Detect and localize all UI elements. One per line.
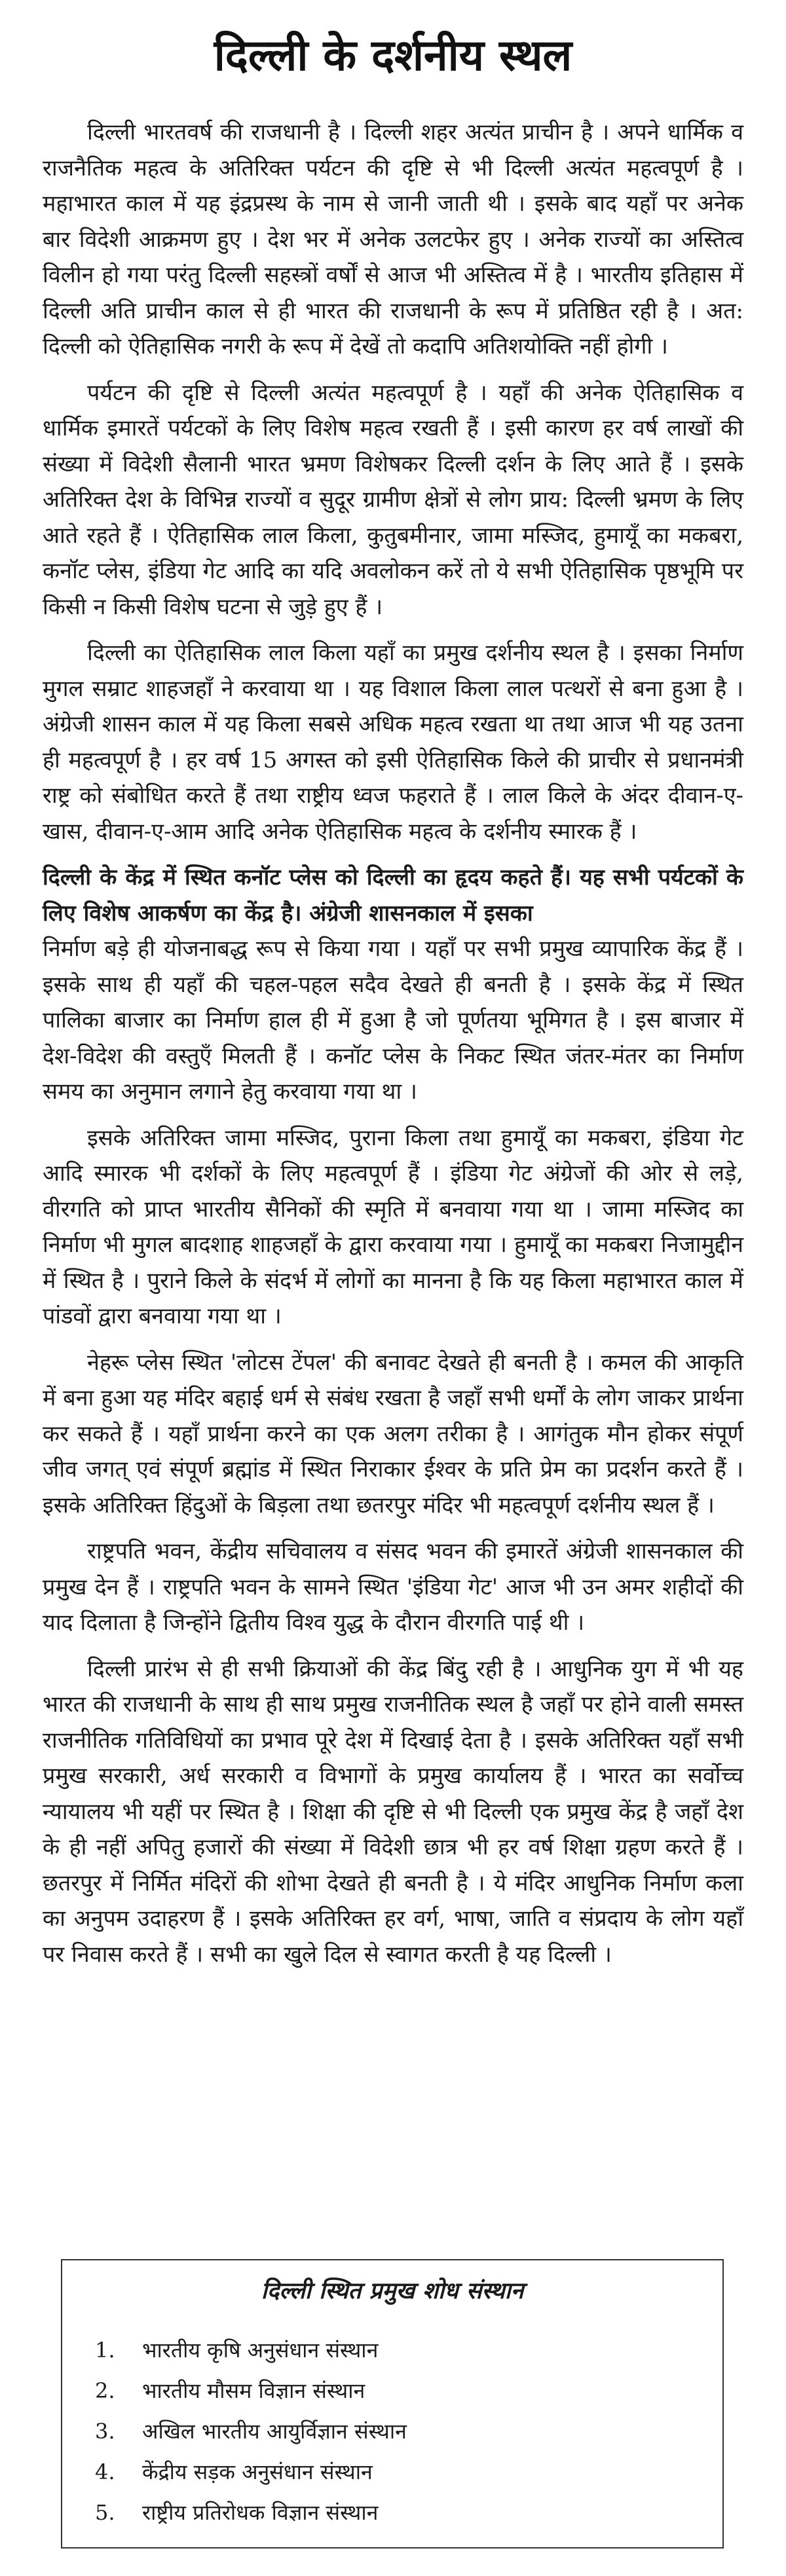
paragraph-monuments: इसके अतिरिक्त जामा मस्जिद, पुराना किला तथा हुमायूँ का मकबरा, इंडिया गेट आदि स्मारक भी दर्शकों के लिए महत्वपूर्ण हैं । इंडिया गेट अंग्रेजों की ओर से लड़े, वीरगति को प्राप्त भारतीय सैनिकों की स्मृति में बनवाया गया था । जामा मस्जिद का निर्माण भी मुगल बादशाह शाहजहाँ के द्वारा करवाया गया । हुमायूँ का मकबरा निजामुद्दीन में स्थित है । पुराने किले के संदर्भ में लोगों का मानना है कि यह किला महाभारत काल में पांडवों द्वारा बनवाया गया था । bbox=[43, 1124, 743, 1329]
research-institutes-box bbox=[61, 2259, 724, 2548]
paragraph-capital-centre: दिल्ली प्रारंभ से ही सभी क्रियाओं की केंद्र बिंदु रही है । आधुनिक युग में भी यह भारत की राजधानी के साथ ही साथ प्रमुख राजनीतिक स्थल है जहाँ पर होने वाली समस्त राजनीतिक गतिविधियों का प्रभाव पूरे देश में दिखाई देता है । इसके अतिरिक्त यहाँ सभी प्रमुख सरकारी, अर्ध सरकारी व विभागों के प्रमुख कार्यालय हैं । भारत का सर्वोच्च न्यायालय भी यहीं पर स्थित है । शिक्षा की दृष्टि से भी दिल्ली एक प्रमुख केंद्र है जहाँ देश के ही नहीं अपितु हजारों की संख्या में विदेशी छात्र भी हर वर्ष शिक्षा ग्रहण करते हैं । छतरपुर में निर्मित मंदिरों की शोभा देखते ही बनती है । ये मंदिर आधुनिक निर्माण कला का अनुपम उदाहरण हैं । इसके अतिरिक्त हर वर्ग, भाषा, जाति व संप्रदाय के लोग यहाँ पर निवास करते हैं । सभी का खुले दिल से स्वागत करती है यह दिल्ली । bbox=[43, 1655, 743, 1968]
list-item-number: 4. bbox=[95, 2459, 115, 2484]
paragraph-connaught-place: निर्माण बड़े ही योजनाबद्ध रूप से किया गया । यहाँ पर सभी प्रमुख व्यापारिक केंद्र हैं । इसके साथ ही यहाँ की चहल-पहल सदैव देखते ही बनती है । इसके केंद्र में स्थित पालिका बाजार का निर्माण हाल ही में हुआ है जो पूर्णतया भूमिगत है । इस बाजार में देश-विदेश की वस्तुएँ मिलती हैं । कनॉट प्लेस के निकट स्थित जंतर-मंतर का निर्माण समय का अनुमान लगाने हेतु करवाया गया था । bbox=[43, 936, 743, 1105]
list-item-text: केंद्रीय सड़क अनुसंधान संस्थान bbox=[142, 2459, 373, 2484]
list-item-number: 1. bbox=[95, 2338, 115, 2363]
list-item-text: भारतीय कृषि अनुसंधान संस्थान bbox=[142, 2338, 379, 2363]
paragraph-red-fort: दिल्ली का ऐतिहासिक लाल किला यहाँ का प्रमुख दर्शनीय स्थल है । इसका निर्माण मुगल सम्राट शाहजहाँ ने करवाया था । यह विशाल किला लाल पत्थरों से बना हुआ है । अंग्रेजी शासन काल में यह किला सबसे अधिक महत्व रखता था तथा आज भी यह उतना ही महत्वपूर्ण है । हर वर्ष 15 अगस्त को इसी ऐतिहासिक किले की प्राचीर से प्रधानमंत्री राष्ट्र को संबोधित करते हैं तथा राष्ट्रीय ध्वज फहराते हैं । लाल किले के अंदर दीवान-ए-खास, दीवान-ए-आम आदि अनेक ऐतिहासिक महत्व के दर्शनीय स्मारक हैं । bbox=[43, 640, 743, 845]
list-item-text: भारतीय मौसम विज्ञान संस्थान bbox=[142, 2378, 365, 2403]
research-institutes-title: दिल्ली स्थित प्रमुख शोध संस्थान bbox=[261, 2277, 524, 2304]
list-item bbox=[95, 2452, 690, 2492]
paragraph-connaught-place-lead: दिल्ली के केंद्र में स्थित कनॉट प्लेस को दिल्ली का हृदय कहते हैं। यह सभी पर्यटकों के लिए विशेष आकर्षण का केंद्र है। अंग्रेजी शासनकाल में इसका bbox=[43, 864, 743, 927]
paragraph-rashtrapati-bhavan: राष्ट्रपति भवन, केंद्रीय सचिवालय व संसद भवन की इमारतें अंग्रेजी शासनकाल की प्रमुख देन हैं । राष्ट्रपति भवन के सामने स्थित 'इंडिया गेट' आज भी उन अमर शहीदों की याद दिलाता है जिन्होंने द्वितीय विश्व युद्ध के दौरान वीरगति पाई थी । bbox=[43, 1538, 743, 1636]
paragraph-lotus-temple: नेहरू प्लेस स्थित 'लोटस टेंपल' की बनावट देखते ही बनती है । कमल की आकृति में बना हुआ यह मंदिर बहाई धर्म से संबंध रखता है जहाँ सभी धर्मों के लोग जाकर प्रार्थना कर सकते हैं । यहाँ प्रार्थना करने का एक अलग तरीका है । आगंतुक मौन होकर संपूर्ण जीव जगत् एवं संपूर्ण ब्रह्मांड में स्थित निराकार ईश्वर के प्रति प्रेम का प्रदर्शन करते हैं । इसके अतिरिक्त हिंदुओं के बिड़ला तथा छतरपुर मंदिर भी महत्वपूर्ण दर्शनीय स्थल हैं । bbox=[43, 1349, 743, 1518]
paragraph-tourism: पर्यटन की दृष्टि से दिल्ली अत्यंत महत्वपूर्ण है । यहाँ की अनेक ऐतिहासिक व धार्मिक इमारतें पर्यटकों के लिए विशेष महत्व रखती हैं । इसी कारण हर वर्ष लाखों की संख्या में विदेशी सैलानी भारत भ्रमण विशेषकर दिल्ली दर्शन के लिए आते हैं । इसके अतिरिक्त देश के विभिन्न राज्यों व सुदूर ग्रामीण क्षेत्रों से लोग प्राय: दिल्ली भ्रमण के लिए आते रहते हैं । ऐतिहासिक लाल किला, कुतुबमीनार, जामा मस्जिद, हुमायूँ का मकबरा, कनॉट प्लेस, इंडिया गेट आदि का यदि अवलोकन करें तो ये सभी ऐतिहासिक पृष्ठभूमि पर किसी न किसी विशेष घटना से जुड़े हुए हैं । bbox=[43, 379, 743, 620]
list-item bbox=[95, 2370, 690, 2411]
list-item-text: अखिल भारतीय आयुर्विज्ञान संस्थान bbox=[142, 2419, 407, 2444]
page-title: दिल्ली के दर्शनीय स्थल bbox=[214, 30, 572, 81]
list-item-number: 2. bbox=[95, 2378, 115, 2403]
list-item-text: राष्ट्रीय प्रतिरोधक विज्ञान संस्थान bbox=[142, 2500, 379, 2525]
research-institutes-list bbox=[95, 2330, 690, 2533]
list-item-number: 5. bbox=[95, 2500, 115, 2525]
list-item bbox=[95, 2330, 690, 2370]
paragraph-intro: दिल्ली भारतवर्ष की राजधानी है । दिल्ली शहर अत्यंत प्राचीन है । अपने धार्मिक व राजनैतिक महत्व के अतिरिक्त पर्यटन की दृष्टि से भी दिल्ली अत्यंत महत्वपूर्ण है । महाभारत काल में यह इंद्रप्रस्थ के नाम से जानी जाती थी । इसके बाद यहाँ पर अनेक बार विदेशी आक्रमण हुए । देश भर में अनेक उलटफेर हुए । अनेक राज्यों का अस्तित्व विलीन हो गया परंतु दिल्ली सहस्त्रों वर्षों से आज भी अस्तित्व में है । भारतीय इतिहास में दिल्ली अति प्राचीन काल से ही भारत की राजधानी के रूप में प्रतिष्ठित रही है । अत: दिल्ली को ऐतिहासिक नगरी के रूप में देखें तो कदापि अतिशयोक्ति नहीं होगी । bbox=[43, 119, 743, 359]
list-item-number: 3. bbox=[95, 2419, 115, 2444]
list-item bbox=[95, 2492, 690, 2533]
list-item bbox=[95, 2411, 690, 2452]
